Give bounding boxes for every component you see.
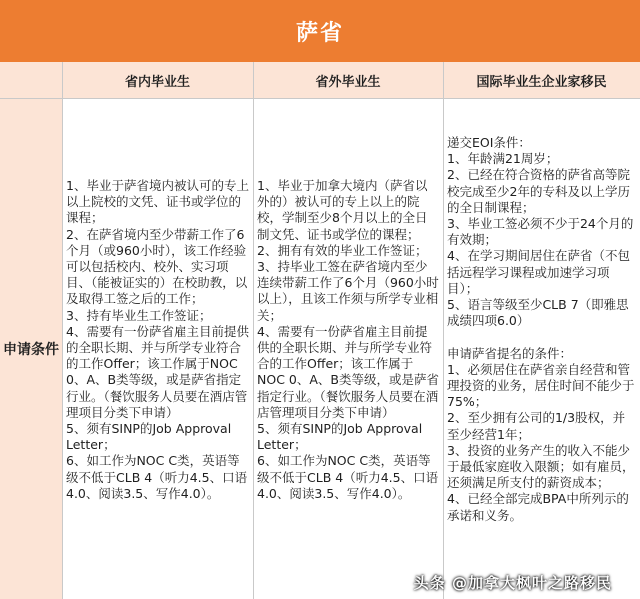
grid-divider — [0, 98, 640, 99]
column-header-provincial-graduates: 省内毕业生 — [62, 62, 253, 98]
provincial-graduates-requirements: 1、毕业于萨省境内被认可的专上以上院校的文凭、证书或学位的课程； 2、在萨省境内至少带薪工作了6个月（或960小时），该工作经验可以包括校内、校外、实习项目、（能被证实的）在校助教，以及取得工签之后的工作； 3、持有毕业生工作签证； 4、需要有一份萨省雇主目前提供的全职长期、并与所学专业符合的工作Offer；该工作属于NOC 0、A、B类等级，或是萨省指定行业。（餐饮服务人员要在酒店管理项目分类下申请） 5、须有SINP的Job Approval Letter； 6、如工作为NOC C类，英语等级不低于CLB 4（听力4.5、口语4.0、阅读3.5、写作4.0）。 — [62, 178, 253, 588]
watermark-text: 头条 @加拿大枫叶之路移民 — [413, 574, 612, 592]
grid-divider — [443, 62, 444, 599]
column-header-out-of-province-graduates: 省外毕业生 — [253, 62, 443, 98]
international-graduate-entrepreneur-requirements: 递交EOI条件： 1、年龄满21周岁； 2、已经在符合资格的萨省高等院校完成至少2年的专科及以上学历的全日制课程； 3、毕业工签必须不少于24个月的有效期； 4、在学习期间居住在萨省（不包括远程学习课程或加速学习项目）； 5、语言等级至少CLB 7（即雅思成绩四项6.0） 申请萨省提名的条件： 1、必须居住在萨省亲自经营和管理投资的业务，居住时间不能少于75%； 2、至少拥有公司的1/3股权，并至少经营1年； 3、投资的业务产生的收入不能少于最低家庭收入限额；如有雇员，还须满足所支付的薪资成本； 4、已经全部完成BPA中所列示的承诺和义务。 — [443, 135, 640, 595]
column-header-international-graduate-entrepreneur: 国际毕业生企业家移民 — [443, 62, 640, 98]
grid-divider — [253, 62, 254, 599]
header-corner-cell — [0, 62, 62, 98]
page-title: 萨省 — [0, 0, 640, 64]
row-label-application-requirements: 申请条件 — [0, 99, 62, 599]
out-of-province-graduates-requirements: 1、毕业于加拿大境内（萨省以外的）被认可的专上以上的院校，学制至少8个月以上的全日制文凭、证书或学位的课程； 2、拥有有效的毕业工作签证； 3、持毕业工签在萨省境内至少连续带薪工作了6个月（960小时以上），且该工作须与所学专业相关； 4、需要有一份萨省雇主目前提供的全职长期、并与所学专业符合的工作Offer；该工作属于NOC 0、A、B类等级，或是萨省指定行业。（餐饮服务人员要在酒店管理项目分类下申请） 5、须有SINP的Job Approval Letter； 6、如工作为NOC C类，英语等级不低于CLB 4（听力4.5、口语4.0、阅读3.5、写作4.0）。 — [253, 178, 443, 588]
requirements-table — [0, 62, 640, 599]
grid-divider — [62, 62, 63, 599]
